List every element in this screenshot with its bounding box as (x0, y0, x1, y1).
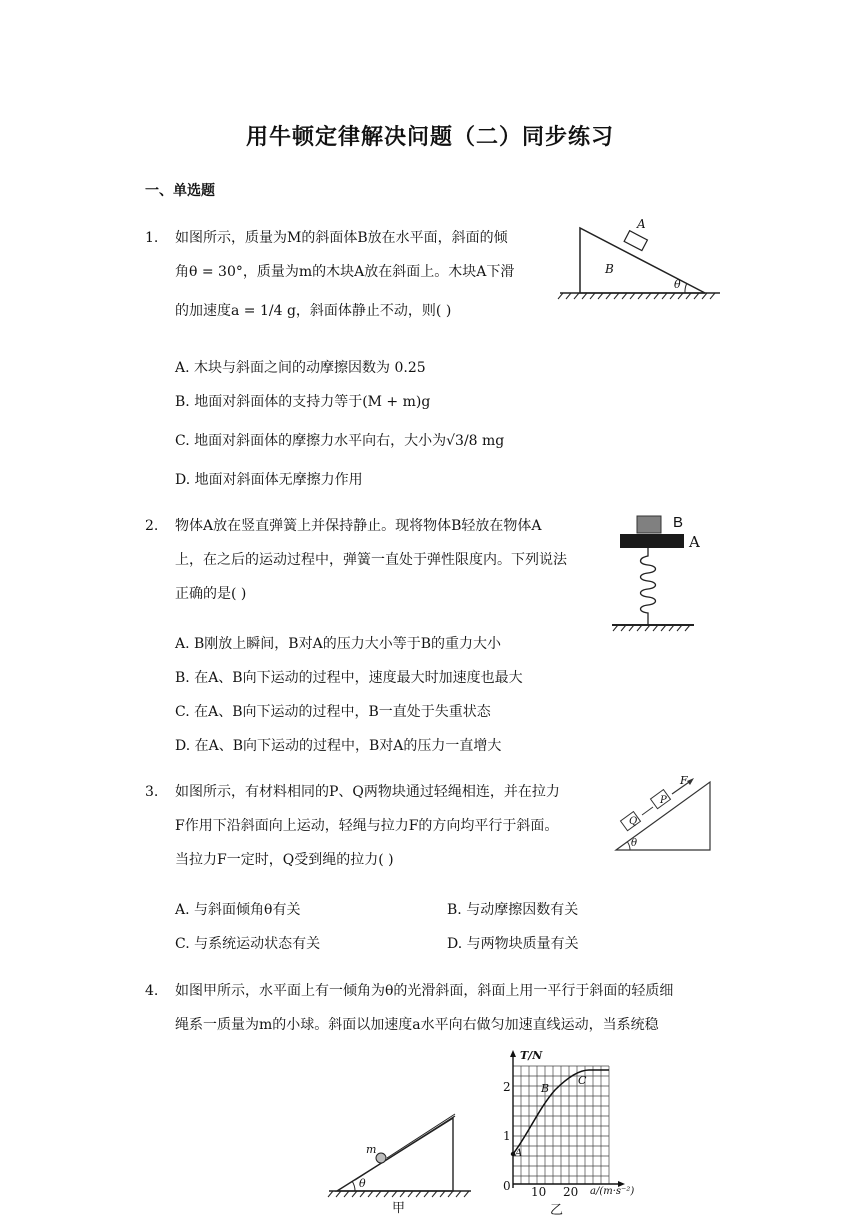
question-3-number: 3. (145, 784, 159, 800)
x-tick-20: 20 (563, 1185, 579, 1199)
y-tick-1: 1 (503, 1129, 511, 1143)
caption-jia: 甲 (392, 1201, 406, 1216)
q1-option-d[interactable]: D. 地面对斜面体无摩擦力作用 (175, 472, 363, 488)
q1-option-a[interactable]: A. 木块与斜面之间的动摩擦因数为 0.25 (175, 360, 426, 376)
question-2-number: 2. (145, 518, 159, 534)
page-title: 用牛顿定律解决问题（二）同步练习 (245, 125, 614, 150)
question-2-line-1: 物体A放在竖直弹簧上并保持静止。现将物体B轻放在物体A (175, 518, 542, 534)
y-tick-0: 0 (503, 1179, 511, 1193)
question-1-number: 1. (145, 230, 159, 246)
force-label-f: F (680, 774, 688, 787)
q2-option-a[interactable]: A. B刚放上瞬间，B对A的压力大小等于B的重力大小 (175, 636, 501, 652)
q3-option-b[interactable]: B. 与动摩擦因数有关 (447, 902, 579, 918)
spring-figure-q2 (608, 512, 708, 634)
y-tick-2: 2 (503, 1080, 511, 1094)
q2-option-c[interactable]: C. 在A、B向下运动的过程中，B一直处于失重状态 (175, 704, 491, 720)
question-2-line-3: 正确的是( ) (175, 586, 247, 602)
incline-label-b: B (605, 262, 614, 276)
ball-label-m: m (366, 1143, 377, 1156)
q1-option-b[interactable]: B. 地面对斜面体的支持力等于(M + m)g (175, 394, 431, 410)
question-4-number: 4. (145, 983, 159, 999)
question-4-line-1: 如图甲所示，水平面上有一倾角为θ的光滑斜面，斜面上用一平行于斜面的轻质细 (175, 983, 674, 999)
question-1-line-3: 的加速度a = 1/4 g，斜面体静止不动，则( ) (175, 303, 452, 319)
angle-label-theta: θ (631, 838, 638, 849)
caption-yi: 乙 (550, 1203, 564, 1218)
question-1-line-2: 角θ = 30°，质量为m的木块A放在斜面上。木块A下滑 (175, 264, 515, 280)
q3-option-a[interactable]: A. 与斜面倾角θ有关 (175, 902, 301, 918)
incline-ball-figure-jia (325, 1108, 475, 1200)
point-label-a: A (515, 1148, 523, 1159)
question-4-line-2: 绳系一质量为m的小球。斜面以加速度a水平向右做匀加速直线运动，当系统稳 (175, 1017, 659, 1033)
block-label-a: A (689, 533, 700, 551)
q1-option-c[interactable]: C. 地面对斜面体的摩擦力水平向右，大小为√3/8 mg (175, 433, 505, 449)
q2-option-b[interactable]: B. 在A、B向下运动的过程中，速度最大时加速度也最大 (175, 670, 523, 686)
question-3-line-3: 当拉力F一定时，Q受到绳的拉力( ) (175, 852, 394, 868)
block-label-b: B (673, 514, 684, 531)
angle-label-theta: θ (359, 1177, 366, 1190)
question-2-line-2: 上，在之后的运动过程中，弹簧一直处于弹性限度内。下列说法 (175, 552, 567, 568)
tension-graph-yi (495, 1048, 645, 1198)
question-3-line-1: 如图所示，有材料相同的P、Q两物块通过轻绳相连，并在拉力 (175, 784, 560, 800)
question-1-line-1: 如图所示，质量为M的斜面体B放在水平面，斜面的倾 (175, 230, 508, 246)
incline-figure-q3 (612, 776, 714, 854)
question-3-line-2: F作用下沿斜面向上运动，轻绳与拉力F的方向均平行于斜面。 (175, 818, 559, 834)
x-tick-10: 10 (531, 1185, 547, 1199)
block-label-q: Q (629, 816, 638, 827)
x-axis-label: a/(m·s⁻²) (590, 1186, 635, 1197)
q3-option-c[interactable]: C. 与系统运动状态有关 (175, 936, 321, 952)
point-label-c: C (578, 1074, 587, 1087)
q3-option-d[interactable]: D. 与两物块质量有关 (447, 936, 579, 952)
q2-option-d[interactable]: D. 在A、B向下运动的过程中，B对A的压力一直增大 (175, 738, 502, 754)
block-label-p: P (660, 795, 667, 806)
y-axis-label: T/N (520, 1049, 543, 1062)
angle-label-theta: θ (674, 278, 681, 291)
block-label-a: A (637, 217, 646, 231)
section-heading: 一、单选题 (145, 183, 215, 199)
point-label-b: B (541, 1082, 550, 1095)
